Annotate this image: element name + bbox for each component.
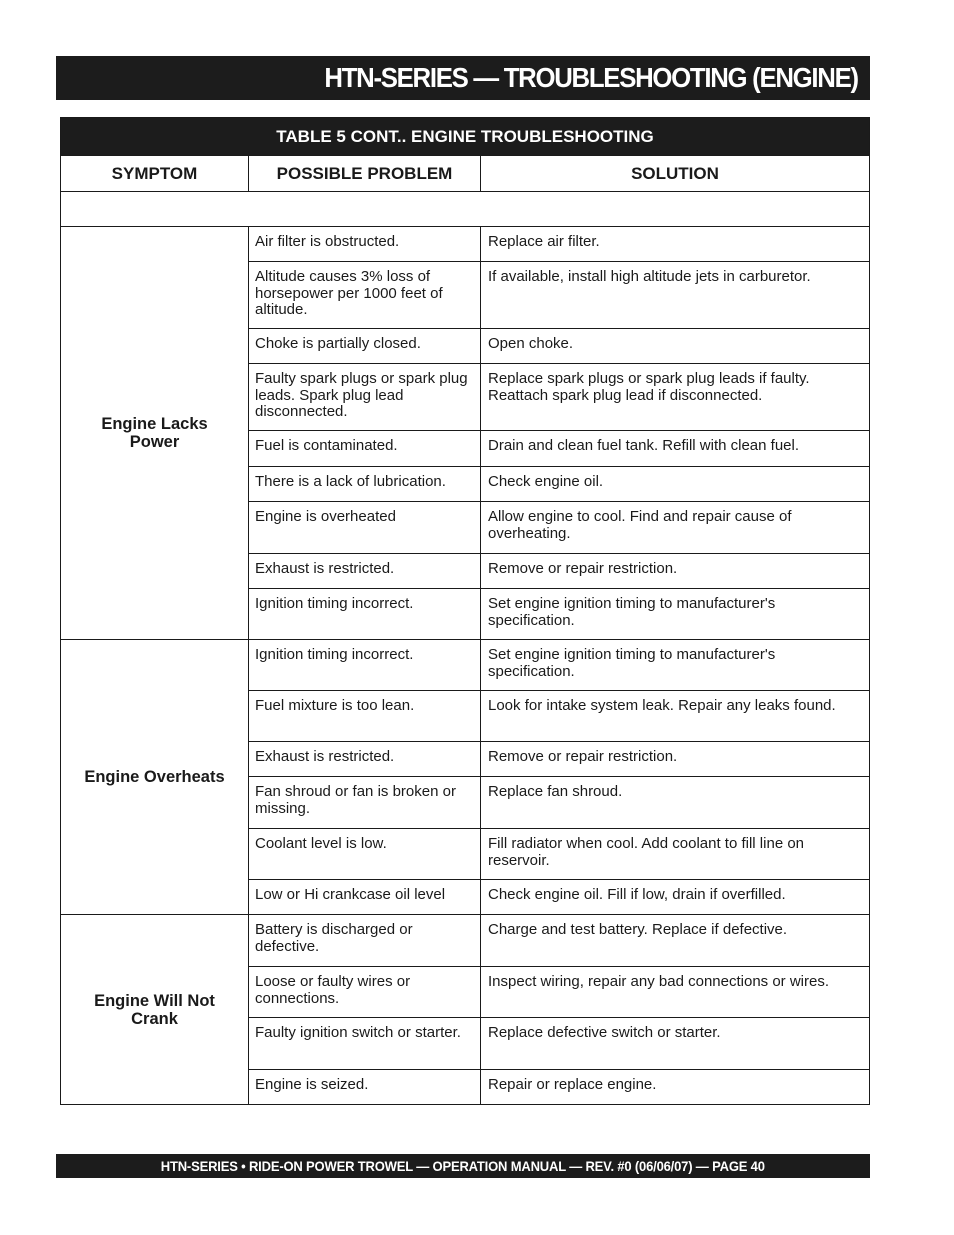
table-row	[61, 640, 870, 691]
solution-cell: Set engine ignition timing to manufacturer's specification.	[481, 589, 870, 640]
solution-cell: Check engine oil. Fill if low, drain if overfilled.	[481, 880, 870, 915]
problem-cell: Battery is discharged or defective.	[249, 915, 481, 967]
problem-cell: Exhaust is restricted.	[249, 742, 481, 777]
symptom-engine-overheats: Engine Overheats	[61, 640, 249, 915]
problem-cell: Loose or faulty wires or connections.	[249, 967, 481, 1018]
solution-cell: Look for intake system leak. Repair any leaks found.	[481, 691, 870, 742]
problem-cell: Air filter is obstructed.	[249, 227, 481, 262]
solution-cell: If available, install high altitude jets in carburetor.	[481, 262, 870, 329]
solution-cell: Replace fan shroud.	[481, 777, 870, 829]
problem-cell: Faulty spark plugs or spark plug leads. Spark plug lead disconnected.	[249, 364, 481, 431]
problem-cell: There is a lack of lubrication.	[249, 467, 481, 502]
page-title-bar	[56, 56, 870, 100]
table-row	[61, 227, 870, 262]
problem-cell: Exhaust is restricted.	[249, 554, 481, 589]
page-title: HTN-SERIES — TROUBLESHOOTING (ENGINE)	[324, 62, 858, 93]
symptom-engine-will-not-crank: Engine Will Not Crank	[61, 915, 249, 1105]
table-header-row	[61, 156, 870, 192]
solution-cell: Fill radiator when cool. Add coolant to fill line on reservoir.	[481, 829, 870, 880]
troubleshooting-table	[60, 117, 870, 1105]
solution-cell: Remove or repair restriction.	[481, 742, 870, 777]
solution-cell: Allow engine to cool. Find and repair cause of overheating.	[481, 502, 870, 554]
table-caption: TABLE 5 CONT.. ENGINE TROUBLESHOOTING	[61, 118, 870, 156]
table-row	[61, 915, 870, 967]
solution-cell: Replace defective switch or starter.	[481, 1018, 870, 1070]
problem-cell: Altitude causes 3% loss of horsepower per 1000 feet of altitude.	[249, 262, 481, 329]
problem-cell: Ignition timing incorrect.	[249, 589, 481, 640]
header-solution: SOLUTION	[481, 156, 870, 192]
blank-row	[61, 192, 870, 227]
table-caption-row	[61, 118, 870, 156]
solution-cell: Open choke.	[481, 329, 870, 364]
solution-cell: Inspect wiring, repair any bad connections or wires.	[481, 967, 870, 1018]
problem-cell: Low or Hi crankcase oil level	[249, 880, 481, 915]
solution-cell: Charge and test battery. Replace if defective.	[481, 915, 870, 967]
solution-cell: Check engine oil.	[481, 467, 870, 502]
problem-cell: Fuel mixture is too lean.	[249, 691, 481, 742]
problem-cell: Fan shroud or fan is broken or missing.	[249, 777, 481, 829]
solution-cell: Drain and clean fuel tank. Refill with clean fuel.	[481, 431, 870, 467]
problem-cell: Fuel is contaminated.	[249, 431, 481, 467]
page-footer	[56, 1154, 870, 1178]
solution-cell: Replace spark plugs or spark plug leads if faulty. Reattach spark plug lead if disconnected.	[481, 364, 870, 431]
solution-cell: Remove or repair restriction.	[481, 554, 870, 589]
problem-cell: Engine is seized.	[249, 1070, 481, 1105]
problem-cell: Coolant level is low.	[249, 829, 481, 880]
problem-cell: Choke is partially closed.	[249, 329, 481, 364]
solution-cell: Replace air filter.	[481, 227, 870, 262]
header-possible-problem: POSSIBLE PROBLEM	[249, 156, 481, 192]
problem-cell: Ignition timing incorrect.	[249, 640, 481, 691]
problem-cell: Engine is overheated	[249, 502, 481, 554]
symptom-engine-lacks-power: Engine Lacks Power	[61, 227, 249, 640]
problem-cell: Faulty ignition switch or starter.	[249, 1018, 481, 1070]
footer-text: HTN-SERIES • RIDE-ON POWER TROWEL — OPERATION MANUAL — REV. #0 (06/06/07) — PAGE 40	[160, 1158, 766, 1174]
header-symptom: SYMPTOM	[61, 156, 249, 192]
solution-cell: Set engine ignition timing to manufacturer's specification.	[481, 640, 870, 691]
solution-cell: Repair or replace engine.	[481, 1070, 870, 1105]
